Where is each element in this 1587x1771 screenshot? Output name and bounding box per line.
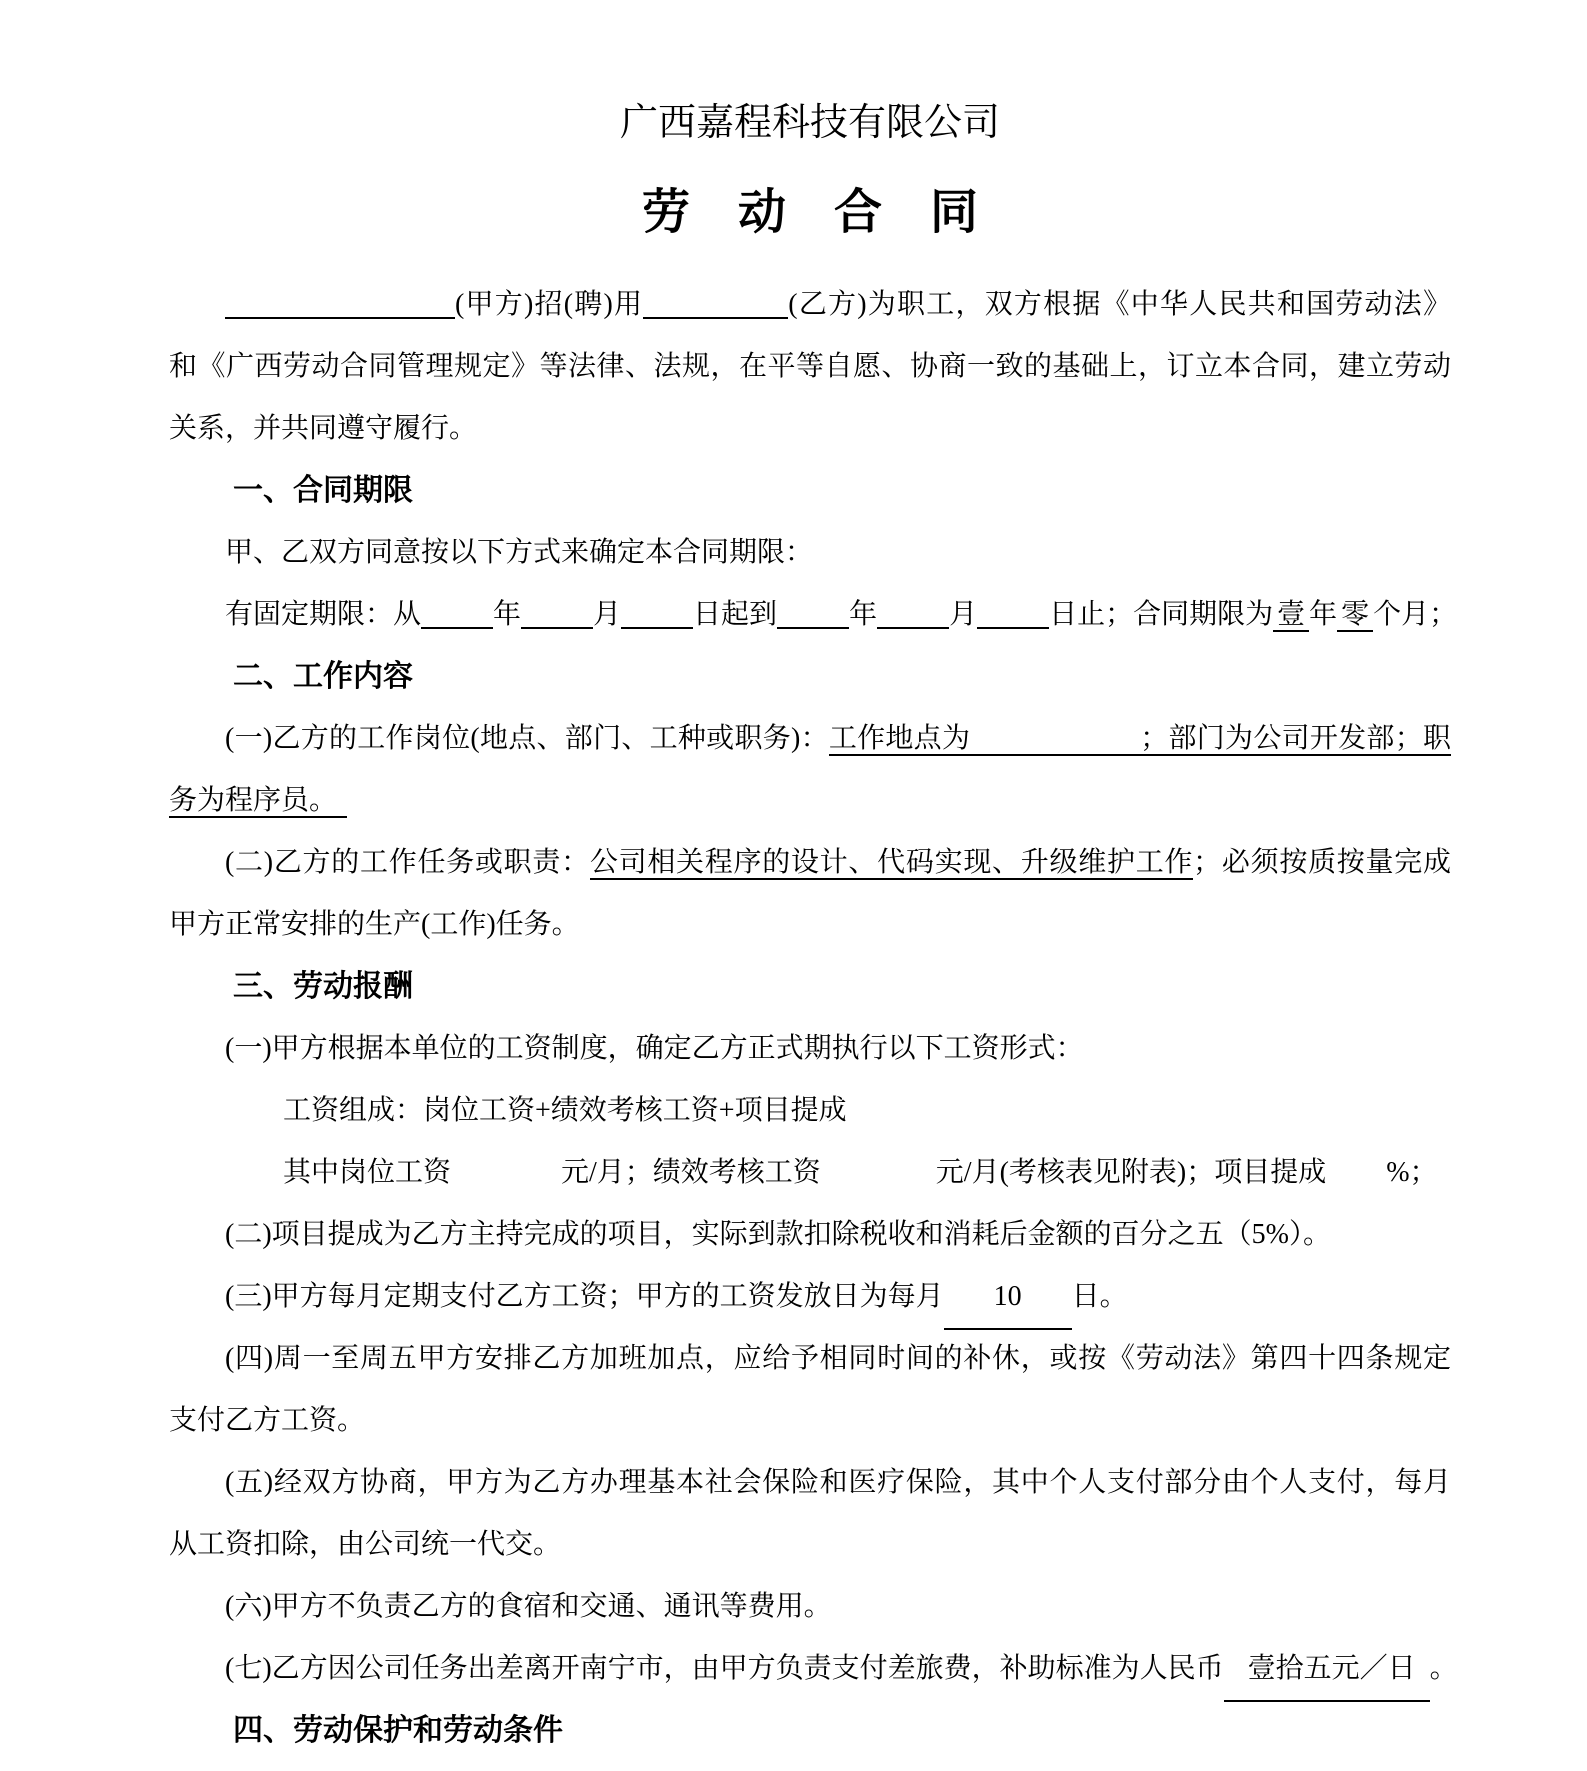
fixed-term-line xyxy=(169,584,1458,646)
end-day-blank[interactable] xyxy=(977,627,1049,629)
fixed-term-prefix: 有固定期限：从 xyxy=(225,599,422,630)
job-duty-rest: ；必须按质按量完成 xyxy=(1193,847,1451,878)
pay-day-line xyxy=(169,1266,1451,1328)
job-post-label: (一)乙方的工作岗位(地点、部门、工种或职务)： xyxy=(225,723,829,754)
company-name-title: 广西嘉程科技有限公司 xyxy=(619,102,1000,144)
overtime-line-2: 支付乙方工资。 xyxy=(169,1405,366,1436)
work-location-label: 工作地点为 xyxy=(828,723,971,754)
start-month-blank[interactable] xyxy=(521,627,593,629)
salary-detail-line xyxy=(169,1142,1451,1204)
base-salary-label: 其中岗位工资 xyxy=(283,1157,452,1188)
start-month-unit: 月 xyxy=(593,599,622,630)
intro-line-1 xyxy=(169,274,1451,336)
section-2-heading: 二、工作内容 xyxy=(233,660,413,693)
expenses-line: (六)甲方不负责乙方的食宿和交通、通讯等费用。 xyxy=(225,1591,832,1622)
job-post-filled xyxy=(829,723,1451,756)
commission-unit: %； xyxy=(1386,1157,1438,1188)
department-text: ；部门为公司开发部；职 xyxy=(1140,723,1451,754)
term-agree-line: 甲、乙双方同意按以下方式来确定本合同期限： xyxy=(225,537,814,568)
party-b-blank[interactable] xyxy=(643,317,788,319)
fixed-term-to: 日起到 xyxy=(693,599,778,630)
party-b-label: (乙方)为职工，双方根据《中华人民共和国劳动法》 xyxy=(788,289,1451,320)
section-4-heading: 四、劳动保护和劳动条件 xyxy=(233,1714,563,1747)
travel-allowance-value[interactable]: 壹拾五元／日 xyxy=(1224,1638,1430,1702)
commission-rule-line: (二)项目提成为乙方主持完成的项目，实际到款扣除税收和消耗后金额的百分之五（5%）。 xyxy=(225,1219,1331,1250)
term-months-unit: 个月； xyxy=(1373,599,1458,630)
pay-day-prefix: (三)甲方每月定期支付乙方工资；甲方的工资发放日为每月 xyxy=(225,1281,944,1312)
pay-day-suffix: 日。 xyxy=(1071,1281,1128,1312)
end-month-blank[interactable] xyxy=(877,627,949,629)
insurance-line-2: 从工资扣除，由公司统一代交。 xyxy=(169,1529,562,1560)
end-month-unit: 月 xyxy=(949,599,978,630)
party-a-blank[interactable] xyxy=(225,317,455,319)
job-duty-line-1 xyxy=(169,832,1451,894)
intro-line-2: 和《广西劳动合同管理规定》等法律、法规，在平等自愿、协商一致的基础上，订立本合同，建立劳动 xyxy=(169,351,1451,382)
job-duty-filled: 公司相关程序的设计、代码实现、升级维护工作 xyxy=(589,847,1194,878)
job-duty-line-2: 甲方正常安排的生产(工作)任务。 xyxy=(169,909,580,940)
term-years-filled[interactable]: 壹 xyxy=(1273,599,1309,632)
travel-allowance-suffix: 。 xyxy=(1429,1653,1458,1684)
section-3-heading: 三、劳动报酬 xyxy=(233,970,413,1003)
start-year-blank[interactable] xyxy=(421,627,493,629)
end-year-blank[interactable] xyxy=(777,627,849,629)
contract-body xyxy=(169,274,1458,1762)
party-a-label: (甲方)招(聘)用 xyxy=(455,289,644,320)
start-year-unit: 年 xyxy=(493,599,522,630)
start-day-blank[interactable] xyxy=(621,627,693,629)
fixed-term-mid: 日止；合同期限为 xyxy=(1049,599,1274,630)
commission-label: 元/月(考核表见附表)；项目提成 xyxy=(935,1157,1327,1188)
travel-allowance-line xyxy=(169,1638,1458,1700)
salary-composition-line: 工资组成：岗位工资+绩效考核工资+项目提成 xyxy=(283,1095,847,1126)
insurance-line-1: (五)经双方协商，甲方为乙方办理基本社会保险和医疗保险，其中个人支付部分由个人支付，每月 xyxy=(225,1467,1451,1498)
overtime-line-1: (四)周一至周五甲方安排乙方加班加点，应给予相同时间的补休，或按《劳动法》第四十四条规定 xyxy=(225,1343,1451,1374)
section-1-heading: 一、合同期限 xyxy=(233,474,413,507)
job-duty-label: (二)乙方的工作任务或职责： xyxy=(225,847,590,878)
travel-allowance-prefix: (七)乙方因公司任务出差离开南宁市，由甲方负责支付差旅费，补助标准为人民币 xyxy=(225,1653,1224,1684)
document-title: 劳 动 合 同 xyxy=(641,186,978,239)
term-months-filled[interactable]: 零 xyxy=(1337,599,1373,632)
job-title-text: 务为程序员。 xyxy=(169,785,347,818)
end-year-unit: 年 xyxy=(849,599,878,630)
intro-line-3: 关系，并共同遵守履行。 xyxy=(169,413,478,444)
job-post-line-2 xyxy=(169,770,1451,832)
perf-salary-label: 元/月；绩效考核工资 xyxy=(561,1157,821,1188)
salary-form-line: (一)甲方根据本单位的工资制度，确定乙方正式期执行以下工资形式： xyxy=(225,1033,1084,1064)
term-years-unit: 年 xyxy=(1309,599,1338,630)
pay-day-value[interactable]: 10 xyxy=(944,1266,1072,1330)
job-post-line-1 xyxy=(169,708,1451,770)
